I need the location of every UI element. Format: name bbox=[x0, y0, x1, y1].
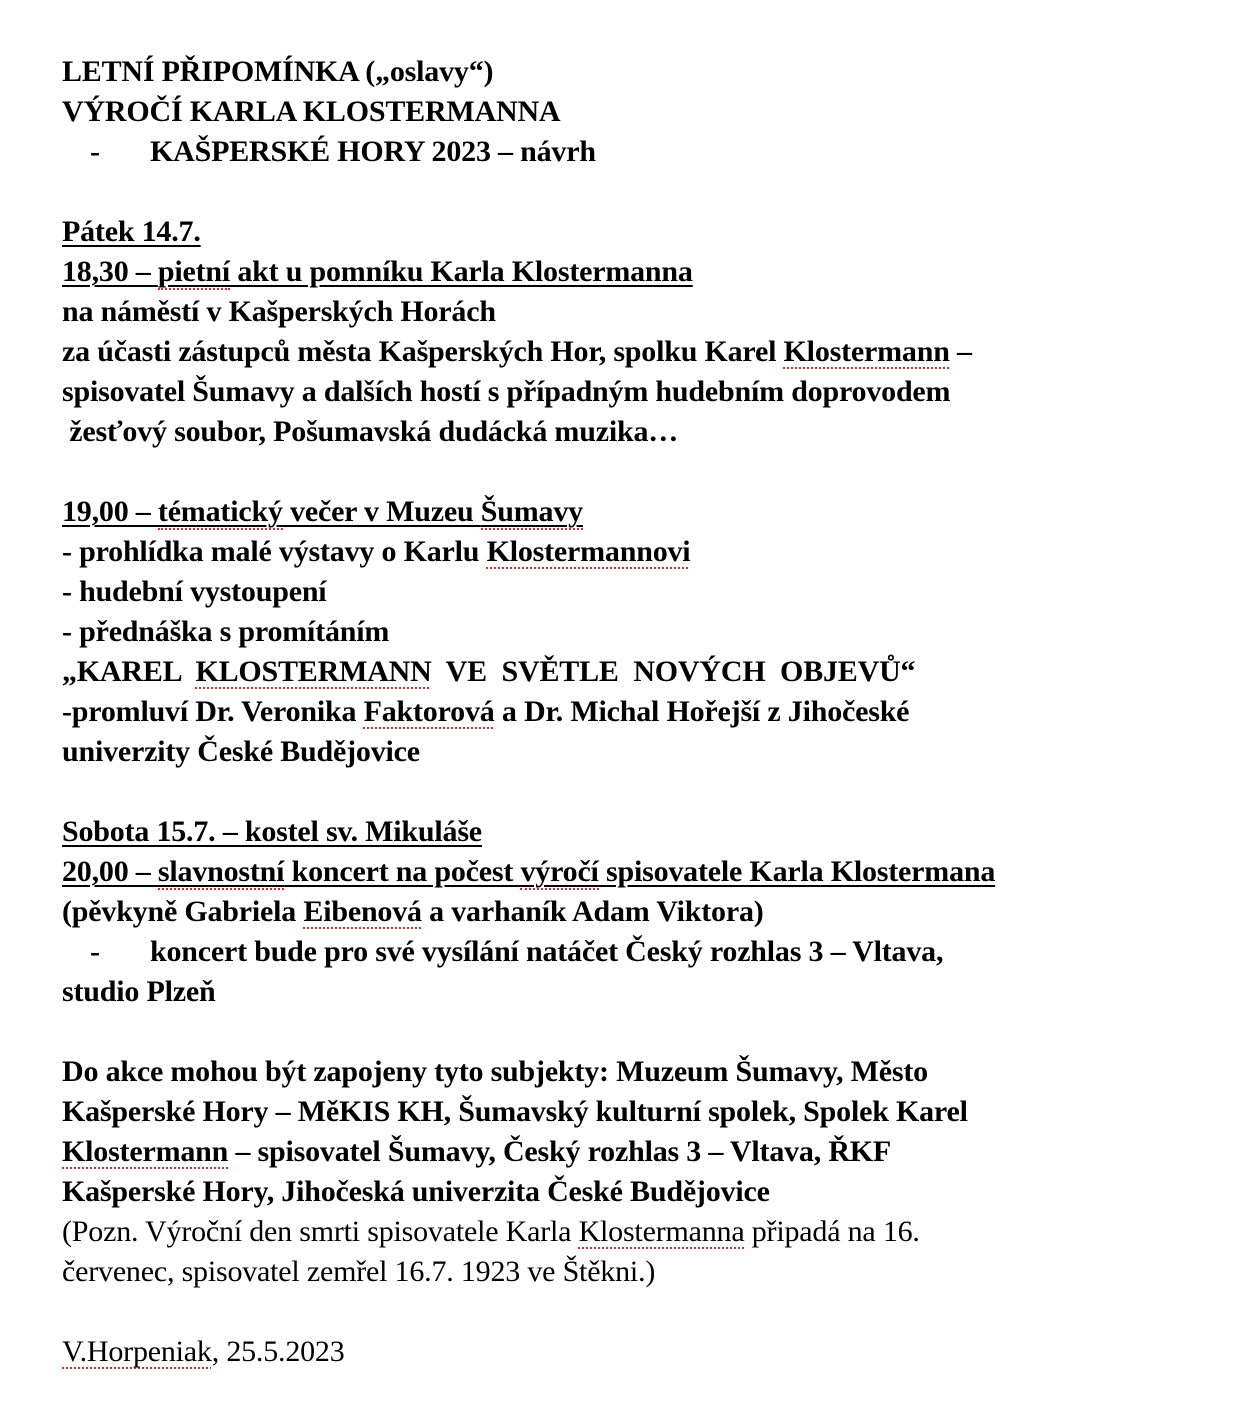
performers-a: (pěvkyně Gabriela bbox=[62, 895, 304, 928]
bullet-dash: - bbox=[90, 935, 100, 968]
participants-line-3 bbox=[62, 1132, 1242, 1172]
speakers-a: -promluví Dr. Veronika bbox=[62, 695, 364, 728]
note-line-1 bbox=[62, 1212, 1242, 1252]
concert-recording-line2 bbox=[62, 972, 1242, 1012]
participants-text-2: Kašperské Hory – MěKIS KH, Šumavský kulturní spolek, Spolek Karel bbox=[62, 1095, 968, 1128]
concert-title-rest: spisovatele Karla Klostermana bbox=[598, 855, 996, 888]
friday-heading bbox=[62, 212, 1242, 252]
friday-heading-label: Pátek 14.7. bbox=[62, 215, 201, 248]
friday-event2-title-text bbox=[62, 495, 583, 530]
spellcheck-word[interactable]: Šumavy bbox=[480, 495, 583, 528]
note-text-2: červenec, spisovatel zemřel 16.7. 1923 ve Štěkni.) bbox=[62, 1255, 656, 1288]
document-page bbox=[62, 52, 1242, 1372]
note-text-a: (Pozn. Výroční den smrti spisovatele Karla bbox=[62, 1215, 579, 1248]
participants-line-1 bbox=[62, 1052, 1242, 1092]
note-text-c: připadá na 16. bbox=[744, 1215, 920, 1248]
spellcheck-word[interactable]: Klostermann bbox=[62, 1135, 229, 1168]
title-dash: - bbox=[90, 135, 100, 168]
event2-item1-text: - prohlídka malé výstavy o Karlu bbox=[62, 535, 487, 568]
event2-item-1 bbox=[62, 532, 1242, 572]
friday-event2-title bbox=[62, 492, 1242, 532]
friday-event1-title-text bbox=[62, 255, 693, 290]
friday-heading-text bbox=[62, 215, 201, 248]
recording-studio: studio Plzeň bbox=[62, 975, 216, 1008]
lecture-title bbox=[62, 652, 1242, 692]
signature bbox=[62, 1332, 1242, 1372]
speakers-university: univerzity České Budějovice bbox=[62, 735, 420, 768]
event1-attendees-c: – bbox=[949, 335, 972, 368]
participants-line-4 bbox=[62, 1172, 1242, 1212]
friday-event1-line4 bbox=[62, 372, 1242, 412]
saturday-heading-text: Sobota 15.7. – kostel sv. Mikuláše bbox=[62, 815, 482, 848]
saturday-event-title bbox=[62, 852, 1242, 892]
participants-text-4: Kašperské Hory, Jihočeská univerzita České Budějovice bbox=[62, 1175, 770, 1208]
event2-time: 19,00 – bbox=[62, 495, 158, 528]
concert-time: 20,00 – bbox=[62, 855, 158, 888]
friday-event1-title bbox=[62, 252, 1242, 292]
lecture-speakers bbox=[62, 692, 1242, 732]
friday-event1-line2 bbox=[62, 292, 1242, 332]
spellcheck-word[interactable]: tématický bbox=[157, 495, 283, 528]
concert-performers bbox=[62, 892, 1242, 932]
title-line-1 bbox=[62, 52, 1242, 92]
event1-title-rest: akt u pomníku Karla Klostermanna bbox=[230, 255, 693, 288]
lecture-title-a: „KAREL bbox=[62, 655, 196, 688]
event2-item3-text: - přednáška s promítáním bbox=[62, 615, 390, 648]
spellcheck-word[interactable]: Klostermanna bbox=[578, 1215, 745, 1248]
recording-text: koncert bude pro své vysílání natáčet Český rozhlas 3 – Vltava, bbox=[150, 935, 944, 968]
event2-item2-text: - hudební vystoupení bbox=[62, 575, 327, 608]
event1-music: žesťový soubor, Pošumavská dudácká muzika… bbox=[62, 415, 679, 448]
spellcheck-word[interactable]: Faktorová bbox=[363, 695, 495, 728]
spellcheck-word[interactable]: KLOSTERMANN bbox=[195, 655, 432, 688]
event1-location: na náměstí v Kašperských Horách bbox=[62, 295, 496, 328]
participants-text-3: – spisovatel Šumavy, Český rozhlas 3 – Vltava, ŘKF bbox=[228, 1135, 892, 1168]
event1-attendees-a: za účasti zástupců města Kašperských Hor, spolku Karel bbox=[62, 335, 784, 368]
event2-item-3 bbox=[62, 612, 1242, 652]
event2-title-mid: večer v Muzeu bbox=[282, 495, 481, 528]
concert-title-mid: koncert na počest bbox=[284, 855, 521, 888]
concert-recording bbox=[62, 932, 1242, 972]
spellcheck-word[interactable]: Klostermann bbox=[783, 335, 950, 368]
performers-c: a varhaník Adam Viktora) bbox=[421, 895, 764, 928]
spellcheck-word[interactable]: výročí bbox=[520, 855, 599, 888]
title-line-2 bbox=[62, 92, 1242, 132]
signature-date: , 25.5.2023 bbox=[211, 1335, 345, 1368]
spellcheck-word[interactable]: Eibenová bbox=[303, 895, 422, 928]
participants-text-1: Do akce mohou být zapojeny tyto subjekty: Muzeum Šumavy, Město bbox=[62, 1055, 928, 1088]
event2-item-2 bbox=[62, 572, 1242, 612]
saturday-heading bbox=[62, 812, 1242, 852]
note-line-2 bbox=[62, 1252, 1242, 1292]
lecture-speakers-line2 bbox=[62, 732, 1242, 772]
lecture-title-c: VE SVĚTLE NOVÝCH OBJEVŮ“ bbox=[431, 655, 916, 688]
title-text-2: VÝROČÍ KARLA KLOSTERMANNA bbox=[62, 95, 561, 128]
title-text-1: LETNÍ PŘIPOMÍNKA („oslavy“) bbox=[62, 55, 494, 88]
speakers-c: a Dr. Michal Hořejší z Jihočeské bbox=[494, 695, 910, 728]
title-text-3: KAŠPERSKÉ HORY 2023 – návrh bbox=[150, 135, 596, 168]
friday-event1-line3 bbox=[62, 332, 1242, 372]
title-line-3 bbox=[62, 132, 1242, 172]
spellcheck-word[interactable]: pietní bbox=[157, 255, 231, 288]
spellcheck-word[interactable]: slavnostní bbox=[157, 855, 285, 888]
spellcheck-word[interactable]: Klostermannovi bbox=[486, 535, 691, 568]
signature-name[interactable]: V.Horpeniak bbox=[62, 1335, 212, 1368]
participants-line-2 bbox=[62, 1092, 1242, 1132]
event1-time: 18,30 – bbox=[62, 255, 158, 288]
event1-guests: spisovatel Šumavy a dalších hostí s případným hudebním doprovodem bbox=[62, 375, 951, 408]
friday-event1-line5 bbox=[62, 412, 1242, 452]
saturday-event-title-text bbox=[62, 855, 995, 890]
